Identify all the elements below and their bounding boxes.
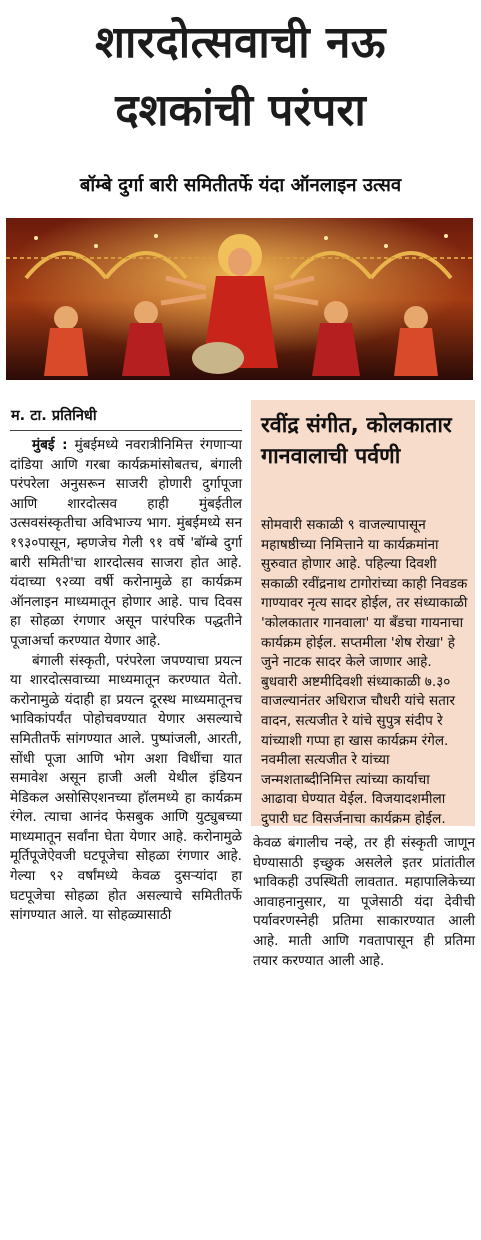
byline: म. टा. प्रतिनिधी xyxy=(11,408,97,424)
article-paragraph-2: बंगाली संस्कृती, परंपरेला जपण्याचा प्रयत्न या शारदोत्सवाच्या माध्यमातून करण्यात येतो. करोनामुळे यंदाही हा प्रयत्न दूरस्थ माध्यमातूनच भाविकांपर्यंत पोहोचवण्यात येणार असल्याचे समितीतर्फे सांगण्यात आले. पुष्पांजली, आरती, सोंधी पूजा आणि भोग अशा विधींचा यात समावेश असून हाजी अली येथील इंडियन मेडिकल असोसिएशनच्या हॉलमध्ये हा कार्यक्रम रंगेल. त्याचा आनंद फेसबुक आणि युट्युबच्या माध्यमातून सर्वांना घेता येणार आहे. करोनामुळे मूर्तिपूजेऐवजी घटपूजेचा सोहळा रंगणार आहे. गेल्या ९२ वर्षांमध्ये केवळ दुसऱ्यांदा हा घटपूजेचा सोहळा होत असल्याचे समितीतर्फे सांगण्यात आले. या सोहळ्यासाठी xyxy=(10,652,242,924)
paragraph-1-text: मुंबईमध्ये नवरात्रीनिमित्त रंगणाऱ्या दांडिया आणि गरबा कार्यक्रमांसोबतच, बंगाली परंपरेला अनुसरून साजरी होणारी दुर्गापूजा आणि शारदोत्सव हाही मुंबईतील उत्सवसंस्कृतीचा अविभाज्य भाग. मुंबईमध्ये सन १९३०पासून, म्हणजेच गेली ९१ वर्षे 'बॉम्बे दुर्गा बारी समिती'चा शारदोत्सव साजरा होत आहे. यंदाच्या ९२व्या वर्षी करोनामुळे हा कार्यक्रम ऑनलाइन माध्यमातून होणार आहे. पाच दिवस हा सोहळा रंगणार असून पारंपरिक पद्धतीने पूजाअर्चा करण्यात येणार आहे. xyxy=(10,437,242,649)
headline-line-1: शारदोत्सवाची नऊ xyxy=(95,17,386,68)
article-column-1 xyxy=(10,436,242,926)
article-paragraph-3: केवळ बंगालीच नव्हे, तर ही संस्कृती जाणून घेण्यासाठी इच्छुक असलेले इतर प्रांतांतील भाविकही उपस्थिती लावतात. महापालिकेच्या आवाहनानुसार, या पूजेसाठी यंदा देवीची पर्यावरणस्नेही प्रतिमा साकारण्यात आली आहे. माती आणि गवतापासून ही प्रतिमा तयार करण्यात आली आहे. xyxy=(253,835,475,969)
sidebar-title: रवींद्र संगीत, कोलकातार गानवालाची पर्वणी xyxy=(261,413,452,469)
article-paragraph-1 xyxy=(10,436,242,652)
article-column-2 xyxy=(253,834,475,971)
headline-line-2: दशकांची परंपरा xyxy=(115,85,366,136)
subheadline: बॉम्बे दुर्गा बारी समितीतर्फे यंदा ऑनलाइन उत्सव xyxy=(79,175,402,196)
sidebar-body: सोमवारी सकाळी ९ वाजल्यापासून महाषष्ठीच्या निमित्ताने या कार्यक्रमांना सुरुवात होणार आहे. पहिल्या दिवशी सकाळी रवींद्रनाथ टागोरांच्या काही निवडक गाण्यावर नृत्य सादर होईल, तर संध्याकाळी 'कोलकातार गानवाला' या बँडचा गायनाचा कार्यक्रम होईल. सप्तमीला 'शेष रोखा' हे जुने नाटक सादर केले जाणार आहे. बुधवारी अष्टमीदिवशी संध्याकाळी ७.३० वाजल्यानंतर अधिराज चौधरी यांचे सतार वादन, सत्यजीत रे यांचे सुपुत्र संदीप रे यांच्याशी गप्पा हा खास कार्यक्रम रंगेल. नवमीला सत्यजीत रे यांच्या जन्मशताब्दीनिमित्त त्यांच्या कार्याचा आढावा घेण्यात येईल. विजयादशमीला दुपारी घट विसर्जनाचा कार्यक्रम होईल. xyxy=(261,517,468,827)
photo-illustration xyxy=(6,218,473,380)
sidebar-box xyxy=(251,400,475,826)
dateline: मुंबई : xyxy=(32,437,68,453)
column-divider xyxy=(10,430,242,431)
durga-idol-photo xyxy=(6,218,473,380)
